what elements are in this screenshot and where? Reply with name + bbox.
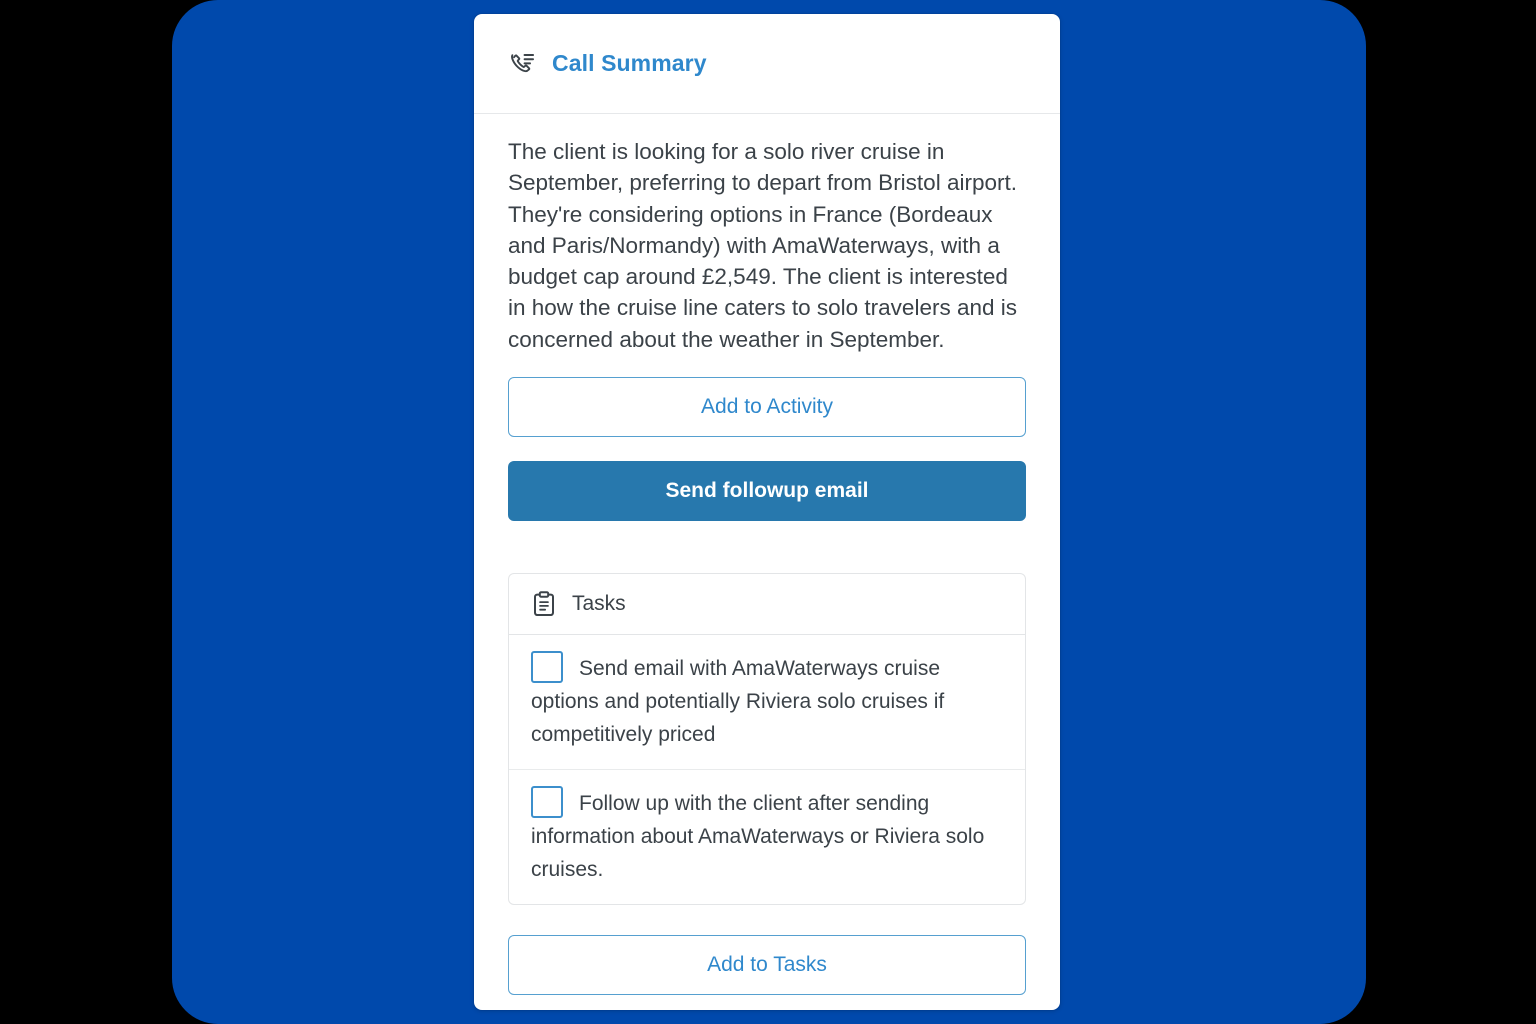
page-title: Call Summary [552, 50, 707, 76]
call-summary-text: The client is looking for a solo river cruise in September, preferring to depart from Bristol airport. They're considering options in France (Bordeaux and Paris/Normandy) with AmaWaterways, with a budget cap around £2,549. The client is interested in how the cruise line caters to solo travelers and is concerned about the weather in September. [508, 139, 1017, 352]
call-summary-card [474, 14, 1060, 1010]
task-checkbox[interactable] [531, 651, 563, 683]
tasks-panel-header [509, 574, 1025, 635]
button-spacer [508, 437, 1026, 461]
task-row [509, 635, 1025, 769]
add-to-tasks-button[interactable]: Add to Tasks [508, 935, 1026, 995]
phone-log-icon [508, 49, 538, 79]
add-to-activity-button[interactable]: Add to Activity [508, 377, 1026, 437]
task-label: Follow up with the client after sending information about AmaWaterways or Riviera solo cruises. [531, 792, 985, 882]
tasks-panel [508, 573, 1026, 905]
tasks-spacer [508, 521, 1026, 573]
card-header [474, 14, 1060, 114]
task-checkbox[interactable] [531, 786, 563, 818]
tasks-footer-spacer [508, 905, 1026, 935]
clipboard-icon [531, 591, 557, 617]
tasks-panel-title: Tasks [572, 592, 626, 616]
card-body [474, 114, 1060, 995]
task-label: Send email with AmaWaterways cruise options and potentially Riviera solo cruises if competitively priced [531, 657, 945, 747]
task-row [509, 769, 1025, 904]
send-followup-email-button[interactable]: Send followup email [508, 461, 1026, 521]
